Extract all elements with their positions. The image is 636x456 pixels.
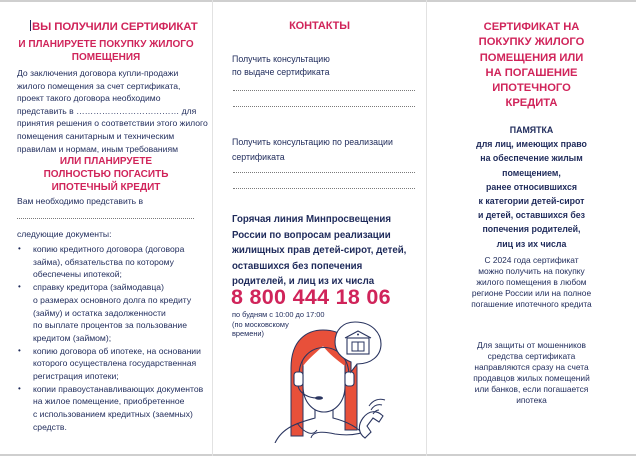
blank-line [233,188,415,189]
blank-line [17,218,194,219]
bullet-icon: • [18,383,21,393]
phone-handset-icon [359,412,383,438]
documents-intro: следующие документы: [17,229,112,239]
documents-list [18,243,211,434]
heading-received-certificate: ВЫ ПОЛУЧИЛИ СЕРТИФИКАТ [32,21,198,33]
list-item: • справку кредитора (займодавца) о размерах основного долга по кредиту (займу) и остатка задолженности по выплате процентов за пользование кредитом (займом); [18,282,192,343]
list-item: • копию договора об ипотеке, на основании которого осуществлена государственная регистрация ипотеки; [18,345,201,382]
text-cursor [30,20,31,31]
list-item: • копии правоустанавливающих документов на жилое помещение, приобретенное с использованием кредитных (заемных) средств. [18,383,204,432]
hotline-phone-number[interactable]: 8 800 444 18 06 [231,285,391,309]
list-item: • копию кредитного договора (договора займа), обязательства по которому обеспечены ипотекой; [18,244,185,280]
heading-contacts: КОНТАКТЫ [289,20,350,32]
operator-with-headset-icon [257,318,407,443]
memo-heading: ПАМЯТКА [509,125,554,135]
consult-realization-label: Получить консультацию по реализации сертификата [232,137,393,162]
headset-ear-right [345,372,354,386]
memo-block: ПАМЯТКА для лиц, имеющих право на обеспечение жилым помещением, ранее относившихся к категории детей-сирот и детей, оставшихся без попечения родителей, лиц из их числа [427,123,636,251]
note-fraud-protection: Для защиты от мошенников средства сертификата направляются сразу на счета продавцов жилых помещений или банков, если погашается ипотека [473,340,590,405]
note-2024: С 2024 года сертификат можно получить на покупку жилого помещения в любом регионе России или на полное погашение ипотечного кредита [471,255,592,309]
submit-intro: Вам необходимо представить в [17,196,144,206]
brochure-title: СЕРТИФИКАТ НА ПОКУПКУ ЖИЛОГО ПОМЕЩЕНИЯ ИЛИ НА ПОГАШЕНИЕ ИПОТЕЧНОГО КРЕДИТА [478,21,585,110]
consult-issue-label: Получить консультацию по выдаче сертификата [232,54,330,77]
panel-left [0,0,212,456]
headset-ear-left [294,372,303,386]
purchase-text: До заключения договора купли-продажи жилого помещения за счет сертификата, проект такого договора необходимо представить в ……………………………… для принятия решения о соответствии этого жилого помещения санитарным и техническим правилам и нормам, иным требованиям [17,68,208,154]
subheading-mortgage: ИЛИ ПЛАНИРУЕТЕ ПОЛНОСТЬЮ ПОГАСИТЬ ИПОТЕЧНЫЙ КРЕДИТ [43,156,169,193]
subheading-purchase: И ПЛАНИРУЕТЕ ПОКУПКУ ЖИЛОГО ПОМЕЩЕНИЯ [18,39,194,63]
bullet-icon: • [18,282,21,292]
bullet-icon: • [18,345,21,355]
bullet-icon: • [18,244,21,253]
panel-right [427,0,636,456]
blank-line [233,106,415,107]
working-hours: по будням с 10:00 до 17:00 (по московскому времени) [232,310,325,339]
hotline-description: Горячая линия Минпросвещения России по вопросам реализации жилищных прав детей-сирот, детей, оставшихся без попечения родителей, и лиц из их числа [232,214,407,288]
blank-line [233,90,415,91]
blank-line [233,172,415,173]
